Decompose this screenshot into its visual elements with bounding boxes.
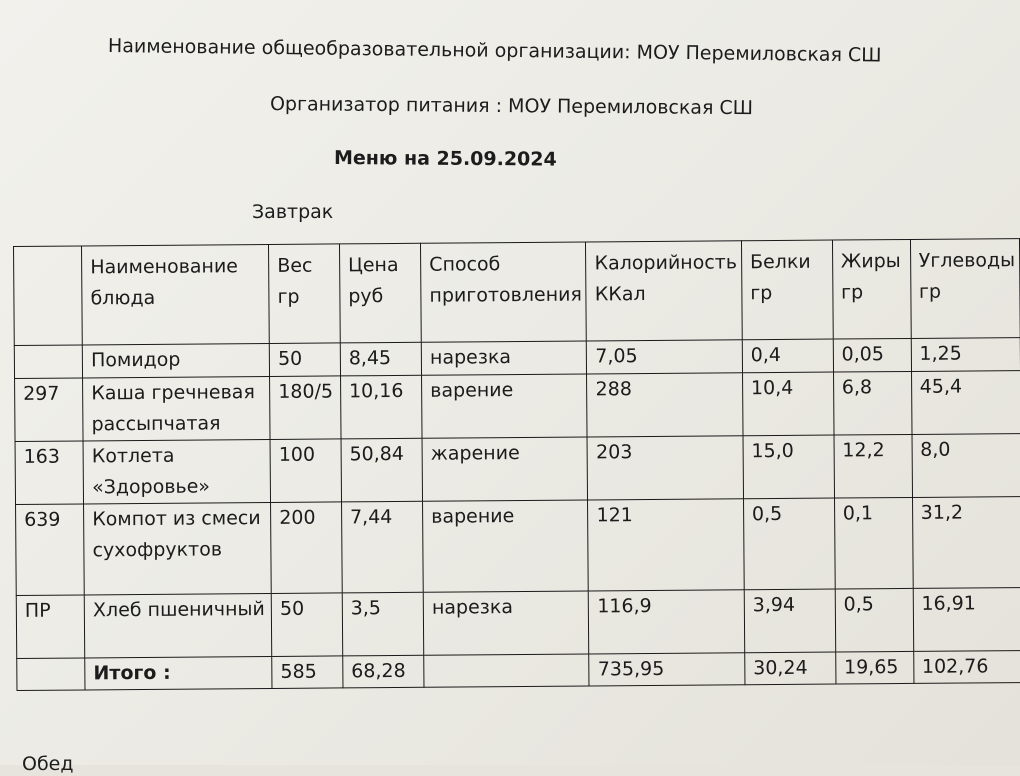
cell-weight: 50 bbox=[269, 343, 340, 377]
header-cooking-method: Способ приготовления bbox=[421, 242, 587, 342]
header-calories: Калорийность ККал bbox=[586, 241, 742, 341]
cell-price: 10,16 bbox=[340, 375, 422, 439]
cell-dish-name: Хлеб пшеничный bbox=[84, 593, 271, 657]
header-fat: Жиры гр bbox=[832, 239, 911, 339]
cell-price: 3,5 bbox=[342, 592, 424, 656]
cell-code: 297 bbox=[15, 378, 84, 442]
header-carbs: Углеводы гр bbox=[910, 239, 1020, 339]
total-label: Итого : bbox=[85, 656, 272, 689]
cell-weight: 50 bbox=[271, 593, 342, 657]
header-dish-name: Наименование блюда bbox=[82, 244, 270, 344]
table-row bbox=[16, 588, 1020, 659]
cell-carbs: 16,91 bbox=[913, 588, 1020, 652]
cell-carbs: 45,4 bbox=[911, 371, 1020, 435]
cell-dish-name: Котлета «Здоровье» bbox=[83, 439, 270, 503]
cell-calories: 7,05 bbox=[587, 340, 743, 374]
cell-calories: 116,9 bbox=[589, 590, 745, 654]
cell-dish-name: Помидор bbox=[82, 343, 269, 377]
cell-calories: 288 bbox=[587, 373, 743, 437]
header-price: Цена руб bbox=[339, 243, 421, 343]
menu-date-title: Меню на 25.09.2024 bbox=[333, 147, 557, 171]
cell-fat: 6,8 bbox=[833, 371, 911, 435]
caterer-title: Организатор питания : МОУ Перемиловская СШ bbox=[269, 93, 754, 120]
cell-protein: 3,94 bbox=[744, 589, 835, 653]
organization-title: Наименование общеобразовательной организации: МОУ Перемиловская СШ bbox=[107, 35, 882, 67]
total-calories: 735,95 bbox=[589, 653, 745, 686]
cell-cooking-method: нарезка bbox=[421, 341, 587, 375]
cell-protein: 0,4 bbox=[742, 339, 833, 373]
cell-weight: 180/5 bbox=[270, 376, 341, 440]
cell-cooking-method: жарение bbox=[422, 437, 588, 501]
cell-code bbox=[14, 345, 82, 379]
total-weight: 585 bbox=[272, 656, 343, 689]
cell-fat: 12,2 bbox=[834, 434, 912, 498]
cell-carbs: 31,2 bbox=[912, 497, 1020, 589]
cell-dish-name: Каша гречневая рассыпчатая bbox=[83, 376, 270, 440]
cell-fat: 0,1 bbox=[834, 497, 913, 589]
cell-price: 8,45 bbox=[340, 342, 421, 376]
total-cooking-method bbox=[424, 654, 590, 687]
table-header-row bbox=[14, 239, 1020, 346]
cell-fat: 0,05 bbox=[833, 338, 911, 372]
total-price: 68,28 bbox=[343, 655, 424, 688]
header-weight: Вес гр bbox=[269, 244, 341, 344]
table-row bbox=[15, 371, 1020, 442]
menu-table bbox=[13, 238, 1020, 691]
cell-calories: 203 bbox=[587, 436, 743, 500]
cell-carbs: 1,25 bbox=[911, 338, 1020, 372]
cell-fat: 0,5 bbox=[835, 588, 913, 652]
cell-calories: 121 bbox=[588, 499, 744, 591]
table-total-row bbox=[17, 651, 1020, 691]
cell-protein: 10,4 bbox=[742, 372, 833, 436]
meal-heading-breakfast: Завтрак bbox=[252, 201, 334, 223]
table-row bbox=[15, 434, 1020, 505]
header-code bbox=[14, 246, 83, 346]
cell-protein: 0,5 bbox=[743, 498, 835, 590]
cell-price: 7,44 bbox=[341, 501, 423, 593]
cell-code: ПР bbox=[16, 595, 85, 659]
cell-cooking-method: варение bbox=[422, 374, 588, 438]
cell-code: 163 bbox=[15, 441, 84, 505]
total-carbs: 102,76 bbox=[913, 651, 1020, 684]
meal-heading-lunch: Обед bbox=[22, 753, 74, 775]
cell-cooking-method: варение bbox=[423, 500, 589, 592]
table-row bbox=[16, 497, 1020, 596]
cell-code: 639 bbox=[16, 504, 85, 596]
total-protein: 30,24 bbox=[745, 652, 836, 685]
cell-carbs: 8,0 bbox=[912, 434, 1020, 498]
total-fat: 19,65 bbox=[835, 651, 913, 684]
header-protein: Белки гр bbox=[741, 240, 833, 340]
menu-table-wrapper bbox=[13, 238, 1020, 691]
cell-dish-name: Компот из смеси сухофруктов bbox=[84, 502, 272, 594]
cell-cooking-method: нарезка bbox=[423, 591, 589, 655]
cell-price: 50,84 bbox=[341, 438, 423, 502]
cell-protein: 15,0 bbox=[743, 435, 834, 499]
cell-code bbox=[17, 658, 85, 691]
cell-weight: 200 bbox=[271, 502, 342, 594]
cell-weight: 100 bbox=[270, 439, 341, 503]
